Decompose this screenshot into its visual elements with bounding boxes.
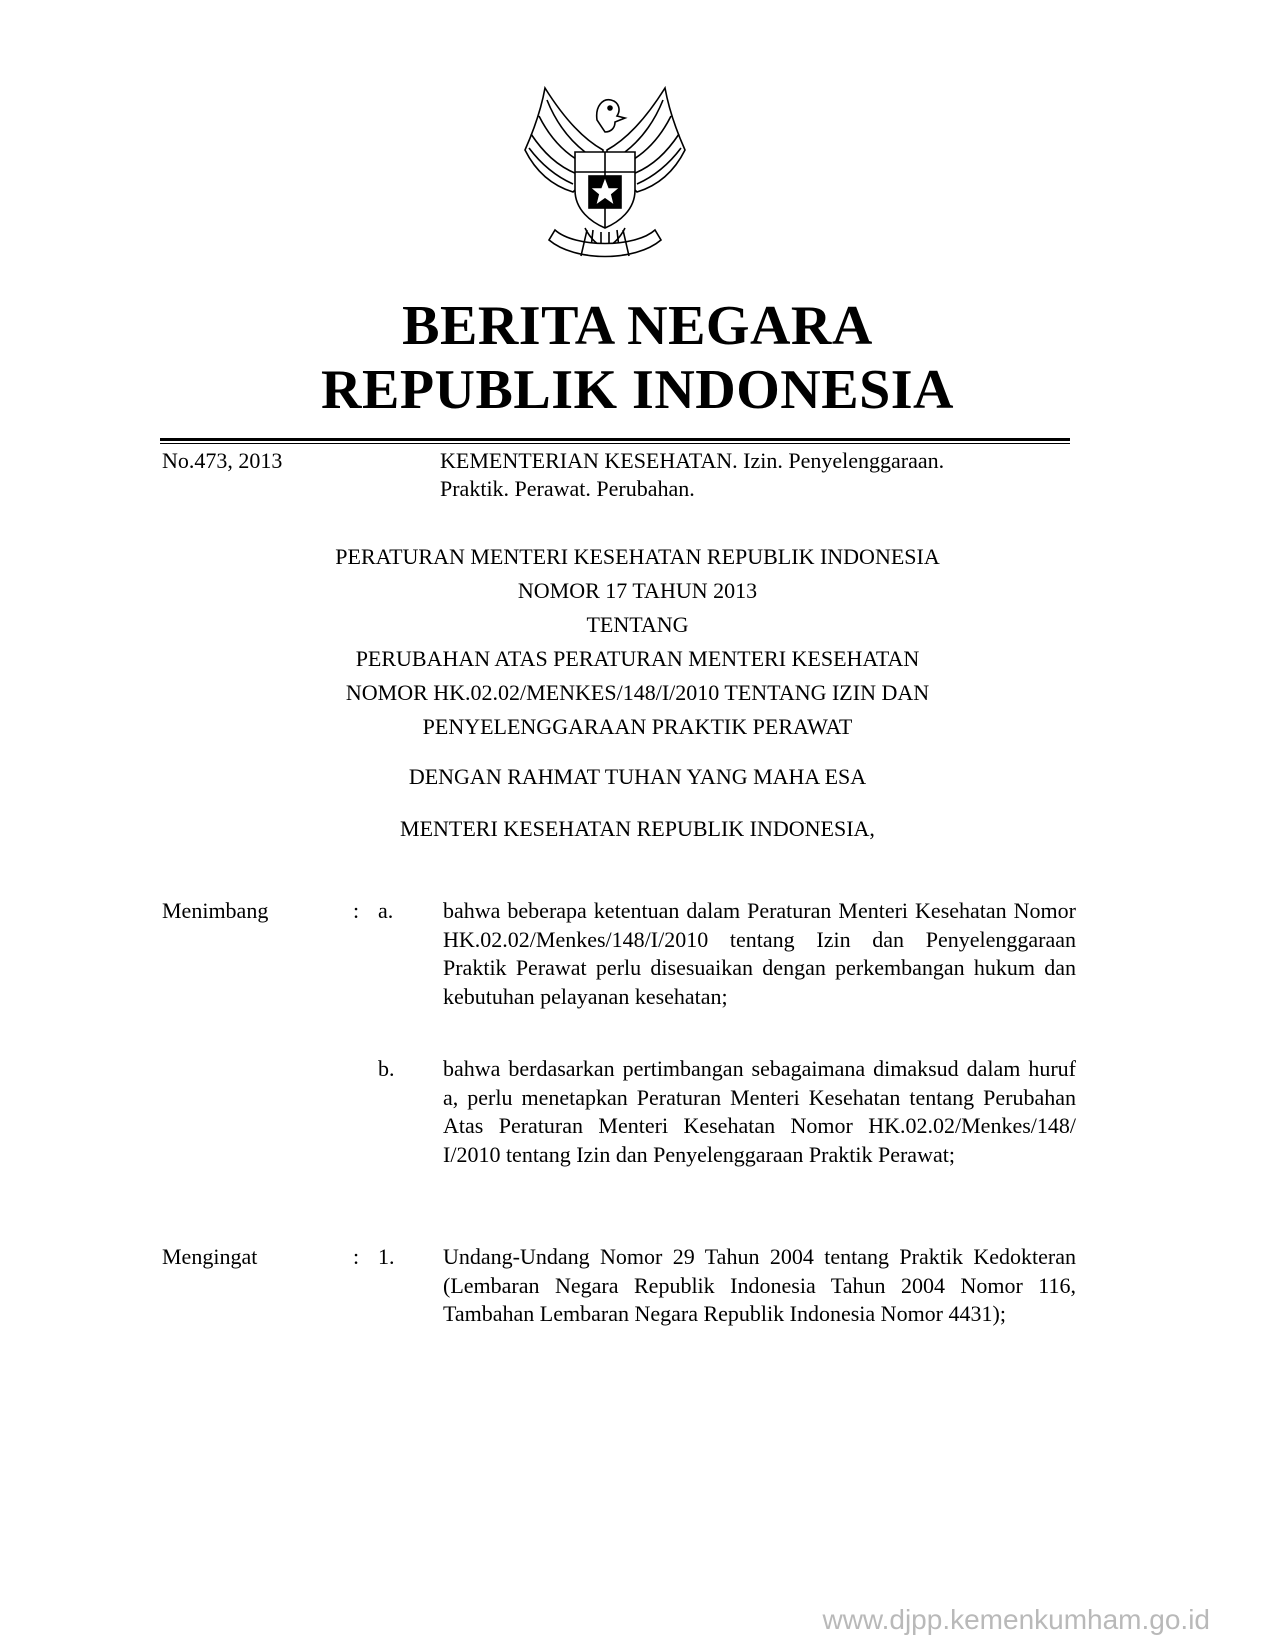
masthead-rule — [160, 438, 1070, 441]
menimbang-label: Menimbang — [162, 898, 269, 923]
regulation-title-line: PERUBAHAN ATAS PERATURAN MENTERI KESEHATAN — [355, 646, 920, 671]
regulation-title — [0, 540, 1275, 744]
regulation-title-line: NOMOR HK.02.02/MENKES/148/I/2010 TENTANG IZIN DAN — [345, 680, 930, 705]
issue-number: No.473, 2013 — [162, 448, 283, 473]
mengingat-item-marker: 1. — [378, 1244, 395, 1269]
regulation-title-line: PERATURAN MENTERI KESEHATAN REPUBLIK INDONESIA — [335, 544, 940, 569]
invocation: DENGAN RAHMAT TUHAN YANG MAHA ESA — [408, 764, 867, 789]
watermark-url: www.djpp.kemenkumham.go.id — [822, 1604, 1210, 1635]
regulation-title-line: PENYELENGGARAAN PRAKTIK PERAWAT — [422, 714, 853, 739]
issue-subject-line: KEMENTERIAN KESEHATAN. Izin. Penyelenggaraan. — [440, 448, 945, 473]
regulation-title-line: TENTANG — [586, 612, 689, 637]
issue-subject — [440, 447, 1080, 503]
mengingat-colon: : — [353, 1244, 360, 1269]
menimbang-item-marker: b. — [378, 1056, 395, 1081]
masthead-title-line1: BERITA NEGARA — [402, 295, 873, 357]
regulation-title-line: NOMOR 17 TAHUN 2013 — [517, 578, 758, 603]
mengingat-item-text: Undang-Undang Nomor 29 Tahun 2004 tentang Praktik Kedokteran (Lembaran Negara Republik Indonesia Tahun 2004 Nomor 116, Tambahan Lembaran Negara Republik Indonesia Nomor 4431); — [443, 1244, 1076, 1327]
menimbang-item-marker: a. — [378, 898, 394, 923]
menimbang-item-text: bahwa berdasarkan pertimbangan sebagaimana dimaksud dalam huruf a, perlu menetapkan Peraturan Menteri Kesehatan tentang Perubahan Atas Peraturan Menteri Kesehatan Nomor HK.02.02/Menkes/148/ I/2010 tentang Izin dan Penyelenggaraan Praktik Perawat; — [443, 1056, 1076, 1167]
garuda-emblem-icon — [515, 80, 695, 270]
menimbang-item-text: bahwa beberapa ketentuan dalam Peraturan Menteri Kesehatan Nomor HK.02.02/Menkes/148/I/2010 tentang Izin dan Penyelenggaraan Praktik Perawat perlu disesuaikan dengan perkembangan hukum dan kebutuhan pelayanan kesehatan; — [443, 898, 1076, 1009]
mengingat-label: Mengingat — [162, 1244, 258, 1269]
issuer: MENTERI KESEHATAN REPUBLIK INDONESIA, — [400, 816, 875, 841]
masthead-rule-thin — [160, 443, 1070, 444]
issue-subject-line: Praktik. Perawat. Perubahan. — [440, 476, 695, 501]
masthead-title-line2: REPUBLIK INDONESIA — [321, 359, 954, 421]
menimbang-colon: : — [353, 898, 360, 923]
